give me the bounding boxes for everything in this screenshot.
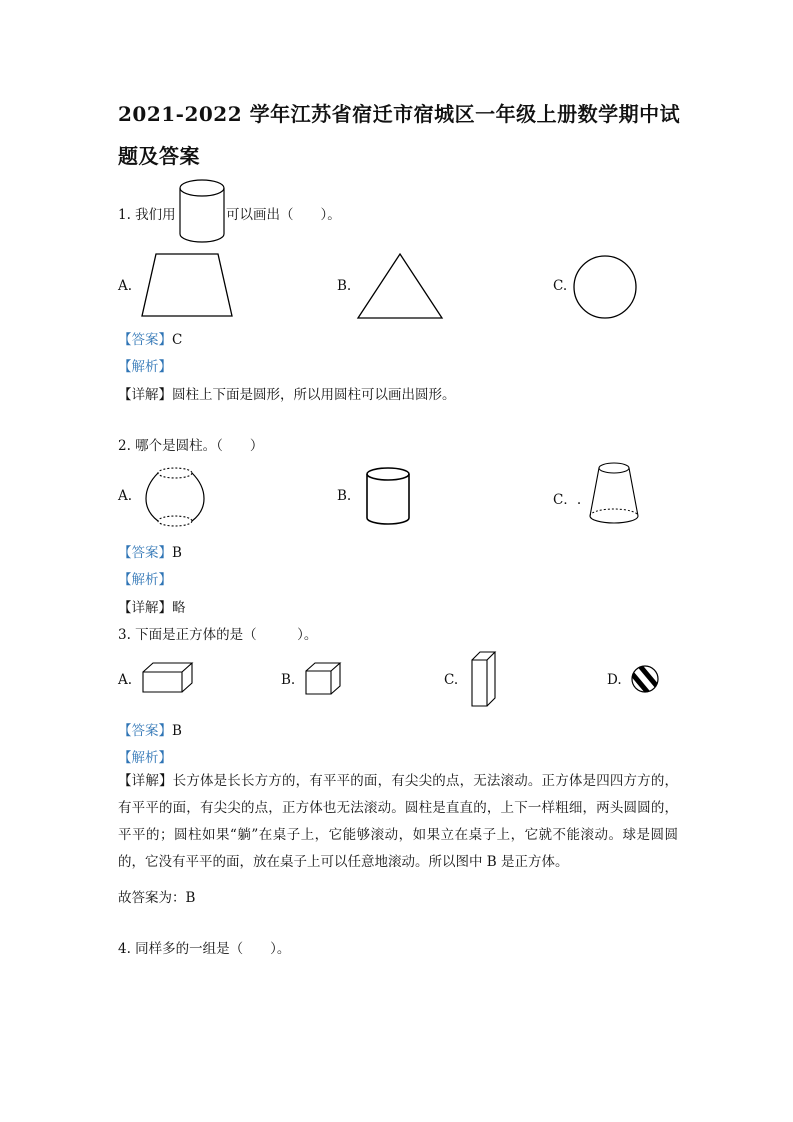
q2-stem: 2. 哪个是圆柱。（ ）	[118, 438, 264, 454]
q1-analysis-tag: 【解析】	[118, 359, 172, 375]
q1-stem-after: 可以画出（ ）。	[226, 207, 341, 223]
doc-title-line1: 2021-2022 学年江苏省宿迁市宿城区一年级上册数学期中试	[118, 102, 681, 126]
q1-stem-before: 1. 我们用	[118, 207, 176, 223]
answer-value: C	[172, 332, 183, 348]
q3-analysis-tag: 【解析】	[118, 750, 172, 766]
q3-option-d-striped-ball	[631, 665, 659, 693]
q2-detail	[118, 596, 186, 616]
q3-option-b-cube	[305, 662, 343, 696]
q1-option-b-triangle	[356, 252, 444, 320]
q3-option-c-label: C.	[444, 672, 459, 688]
q1-option-c-label: C.	[553, 278, 568, 294]
detail-tag: 【详解】	[118, 600, 172, 616]
detail-tag: 【详解】	[118, 773, 173, 789]
q3-option-a-label: A.	[118, 672, 133, 688]
q1-detail	[118, 383, 456, 403]
q1-cylinder-figure	[176, 178, 228, 244]
answer-value: B	[172, 723, 182, 739]
q1-answer	[118, 328, 182, 348]
q2-option-c-label: C．.	[553, 492, 582, 508]
q3-option-c-tall-prism	[471, 650, 497, 708]
q2-option-a-barrel	[144, 464, 206, 530]
answer-tag: 【答案】	[118, 332, 172, 348]
answer-tag: 【答案】	[118, 545, 172, 561]
q2-option-a-label: A.	[118, 488, 133, 504]
answer-value: B	[172, 545, 182, 561]
q1-option-a-trapezoid	[140, 252, 236, 318]
q3-stem: 3. 下面是正方体的是（ ）。	[118, 627, 318, 643]
q3-option-a-cuboid	[142, 662, 194, 694]
q3-option-b-label: B.	[281, 672, 296, 688]
q1-option-c-circle	[572, 254, 638, 320]
q4-stem: 4. 同样多的一组是（ ）。	[118, 941, 291, 957]
doc-title-line2: 题及答案	[118, 144, 200, 168]
q2-option-b-label: B.	[337, 488, 352, 504]
q3-detail	[118, 768, 678, 876]
q1-option-a-label: A.	[118, 278, 133, 294]
detail-text: 长方体是长长方方的，有平平的面，有尖尖的点，无法滚动。正方体是四四方方的，有平平的面，有尖尖的点，正方体也无法滚动。圆柱是直直的，上下一样粗细，两头圆圆的，平平的；圆柱如果“躺”在桌子上，它能够滚动，如果立在桌子上，它就不能滚动。球是圆圆的，它没有平平的面，放在桌子上可以任意地滚动。所以图中 B 是正方体。	[118, 773, 679, 870]
detail-text: 略	[172, 600, 186, 616]
q3-option-d-label: D.	[607, 672, 622, 688]
q2-answer	[118, 541, 182, 561]
q2-option-c-frustum	[586, 460, 642, 528]
answer-tag: 【答案】	[118, 723, 172, 739]
q2-analysis-tag: 【解析】	[118, 572, 172, 588]
q2-option-b-cylinder	[364, 466, 412, 528]
q3-conclusion: 故答案为：B	[118, 890, 196, 906]
detail-text: 圆柱上下面是圆形，所以用圆柱可以画出圆形。	[172, 387, 456, 403]
q3-answer	[118, 719, 182, 739]
q1-option-b-label: B.	[337, 278, 352, 294]
detail-tag: 【详解】	[118, 387, 172, 403]
